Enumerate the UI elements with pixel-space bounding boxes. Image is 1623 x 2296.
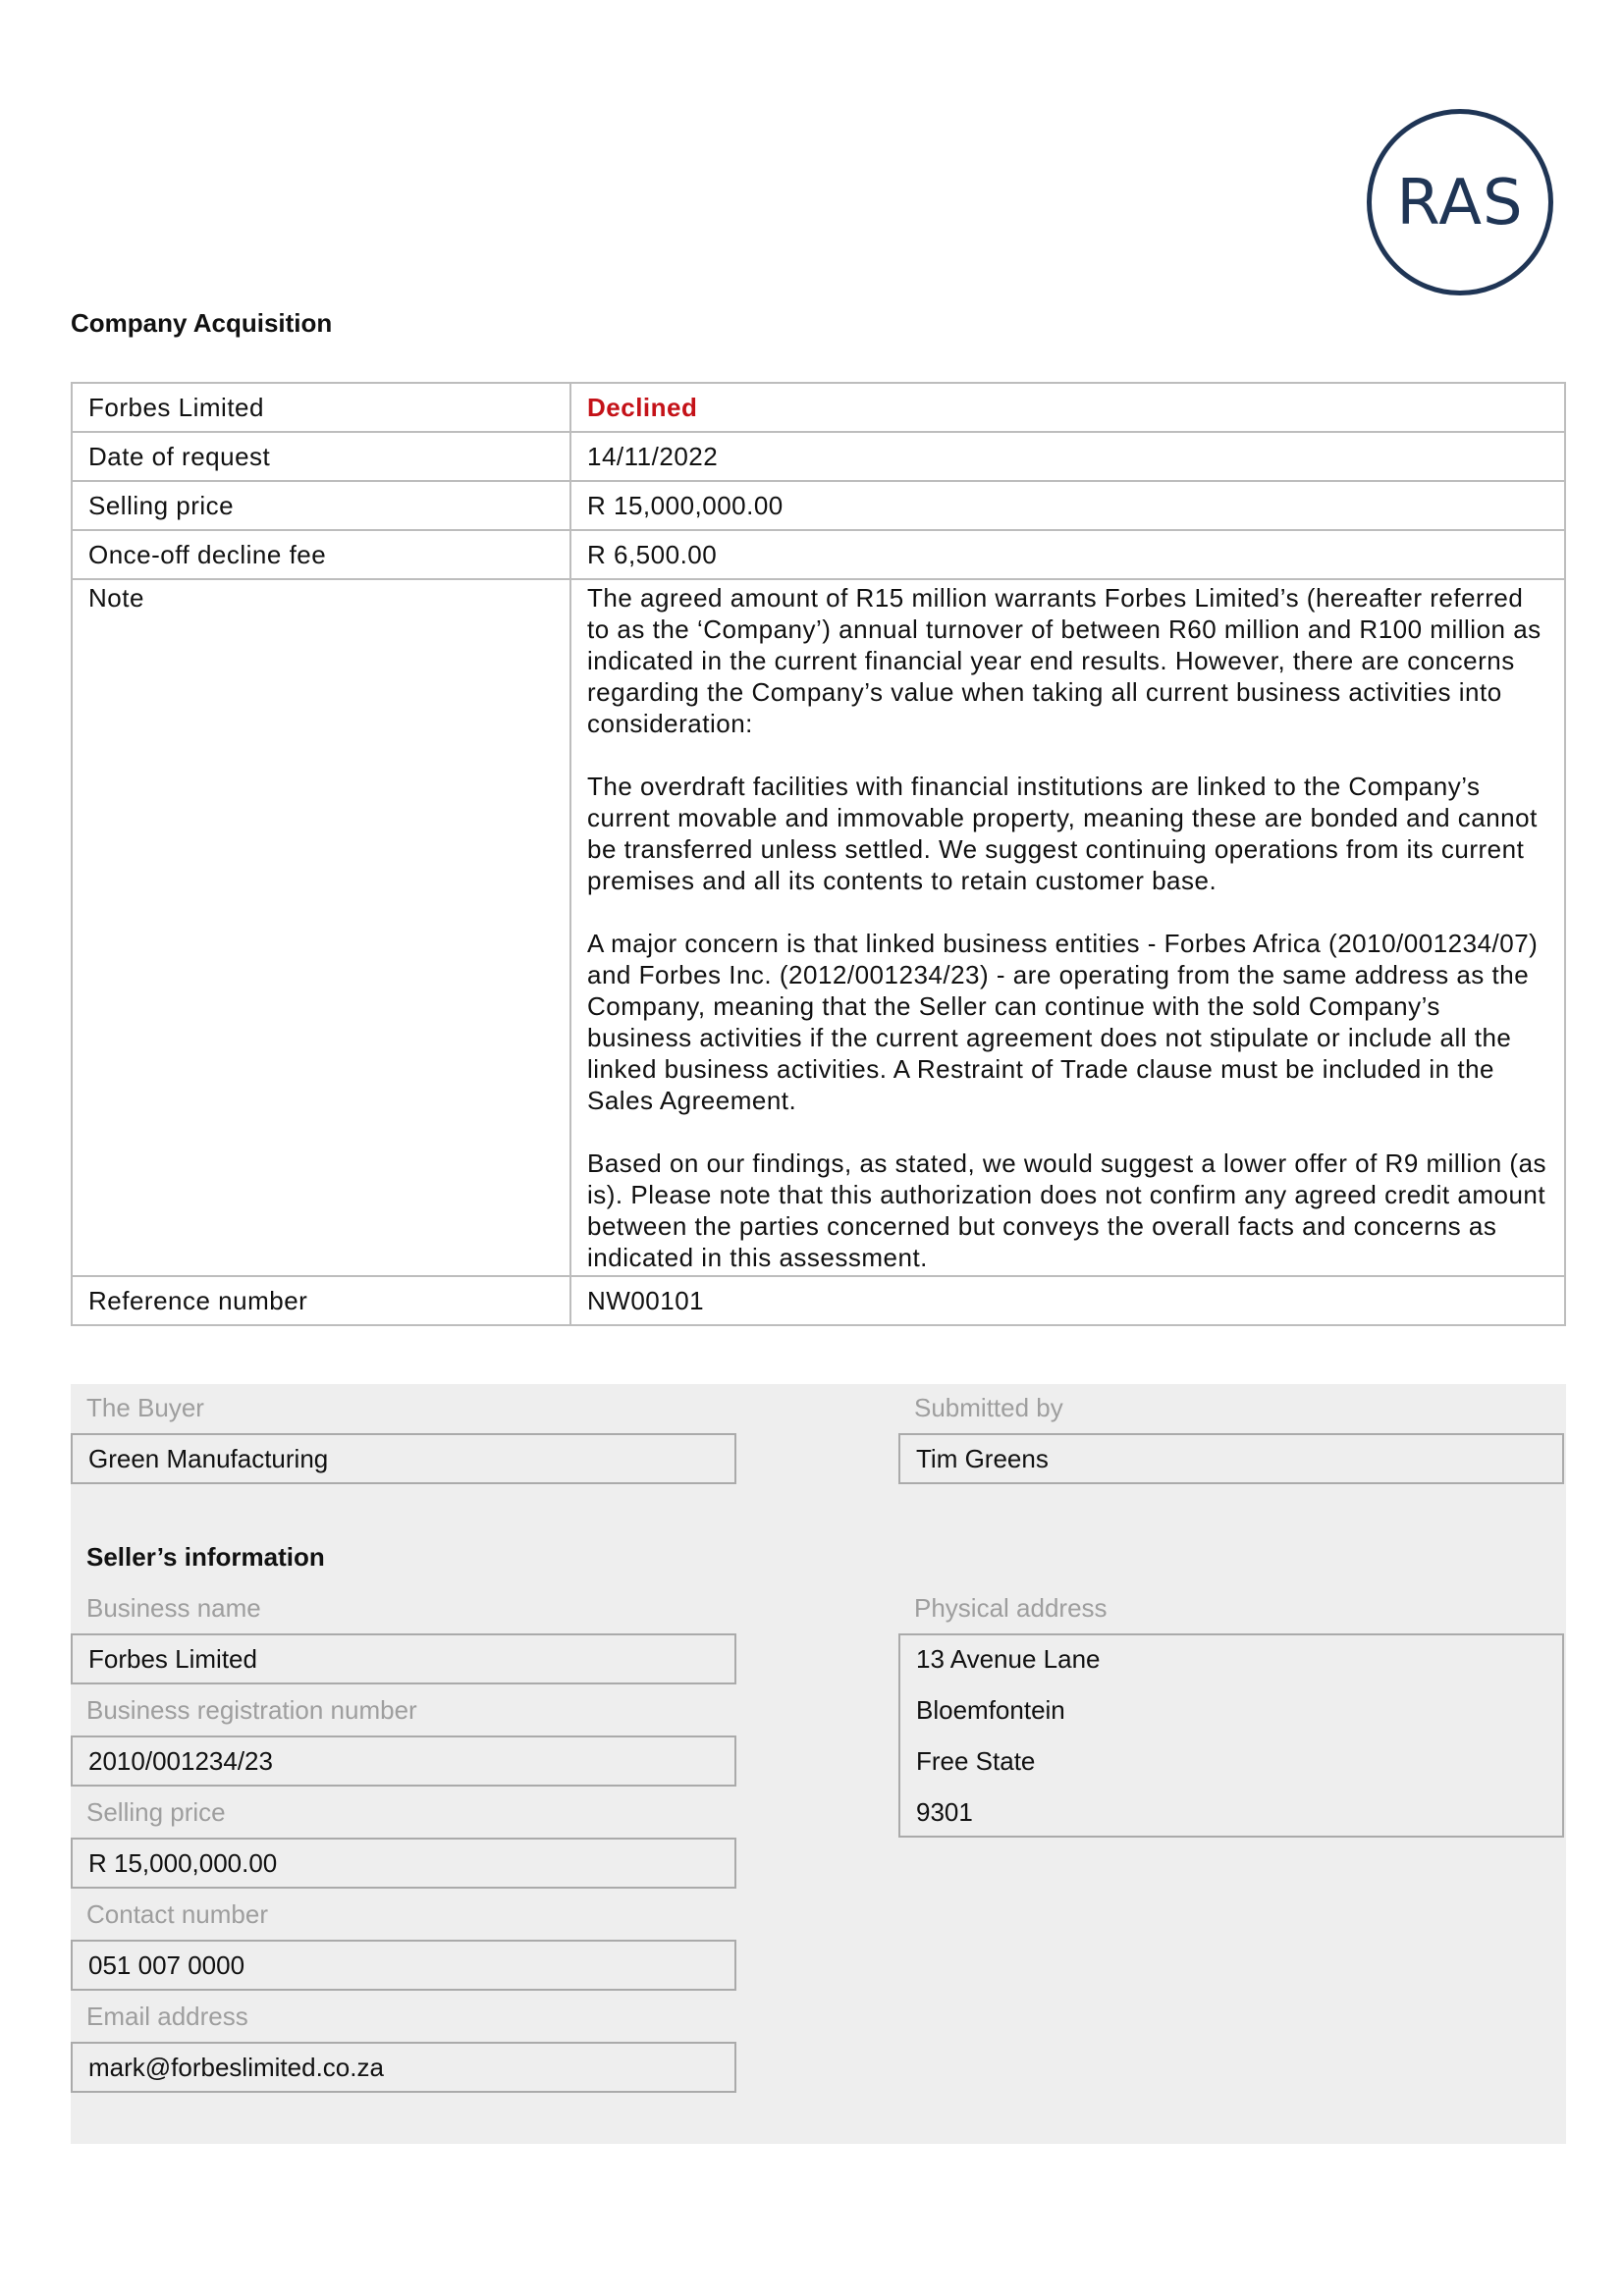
acquisition-summary-table [71, 382, 1566, 1326]
page-title: Company Acquisition [71, 308, 333, 338]
date-value: 14/11/2022 [570, 432, 1565, 481]
reference-label: Reference number [72, 1276, 570, 1325]
contact-number-label: Contact number [86, 1899, 268, 1929]
address-line: 13 Avenue Lane [916, 1644, 1101, 1674]
email-label: Email address [86, 2002, 248, 2031]
contact-number-field[interactable]: 051 007 0000 [71, 1940, 736, 1991]
seller-price-field[interactable]: R 15,000,000.00 [71, 1838, 736, 1889]
ras-logo [1367, 109, 1553, 295]
decline-fee-value: R 6,500.00 [570, 530, 1565, 579]
table-row [72, 579, 1565, 1276]
decline-fee-label: Once-off decline fee [72, 530, 570, 579]
reference-value: NW00101 [570, 1276, 1565, 1325]
status-cell: Declined [570, 383, 1565, 432]
physical-address-field[interactable] [898, 1633, 1564, 1838]
table-row [72, 432, 1565, 481]
buyer-field[interactable]: Green Manufacturing [71, 1433, 736, 1484]
table-row [72, 530, 1565, 579]
address-line: 9301 [916, 1797, 973, 1827]
details-panel [71, 1384, 1566, 2144]
note-paragraph: The agreed amount of R15 million warrants Forbes Limited’s (hereafter referred to as the ‘Company’) annual turnover of between R60 million and R100 million as indicated in the current financial year end results. However, there are concerns regarding the Company’s value when taking all current business activities into consideration: [587, 583, 1542, 738]
registration-number-label: Business registration number [86, 1695, 417, 1725]
logo-text: RAS [1396, 167, 1524, 240]
note-paragraph: The overdraft facilities with financial institutions are linked to the Company’s current movable and immovable property, meaning these are bonded and cannot be transferred unless settled. We suggest continuing operations from its current premises and all its contents to retain customer base. [587, 772, 1538, 895]
note-label: Note [72, 579, 570, 1276]
buyer-label: The Buyer [86, 1393, 204, 1422]
address-line: Free State [916, 1746, 1036, 1776]
submitted-by-label: Submitted by [914, 1393, 1063, 1422]
note-paragraph: Based on our findings, as stated, we would suggest a lower offer of R9 million (as is). Please note that this authorization does not confirm any agreed credit amount between the parties concerned but conveys the overall facts and concerns as indicated in this assessment. [587, 1148, 1547, 1272]
table-row [72, 1276, 1565, 1325]
email-field[interactable]: mark@forbeslimited.co.za [71, 2042, 736, 2093]
seller-price-label: Selling price [86, 1797, 226, 1827]
selling-price-label: Selling price [72, 481, 570, 530]
physical-address-label: Physical address [914, 1593, 1108, 1623]
selling-price-value: R 15,000,000.00 [570, 481, 1565, 530]
table-row [72, 481, 1565, 530]
business-name-field[interactable]: Forbes Limited [71, 1633, 736, 1684]
note-paragraph: A major concern is that linked business entities - Forbes Africa (2010/001234/07) and Forbes Inc. (2012/001234/23) - are operating from the same address as the Company, meaning that the Seller can continue with the sold Company’s business activities if the current agreement does not stipulate or include all the linked business activities. A Restraint of Trade clause must be included in the Sales Agreement. [587, 929, 1539, 1115]
registration-number-field[interactable]: 2010/001234/23 [71, 1735, 736, 1787]
address-line: Bloemfontein [916, 1695, 1065, 1725]
seller-section-title: Seller’s information [86, 1542, 325, 1572]
date-label: Date of request [72, 432, 570, 481]
note-value [570, 579, 1565, 1276]
business-name-label: Business name [86, 1593, 261, 1623]
company-name-cell: Forbes Limited [72, 383, 570, 432]
table-row [72, 383, 1565, 432]
submitted-by-field[interactable]: Tim Greens [898, 1433, 1564, 1484]
